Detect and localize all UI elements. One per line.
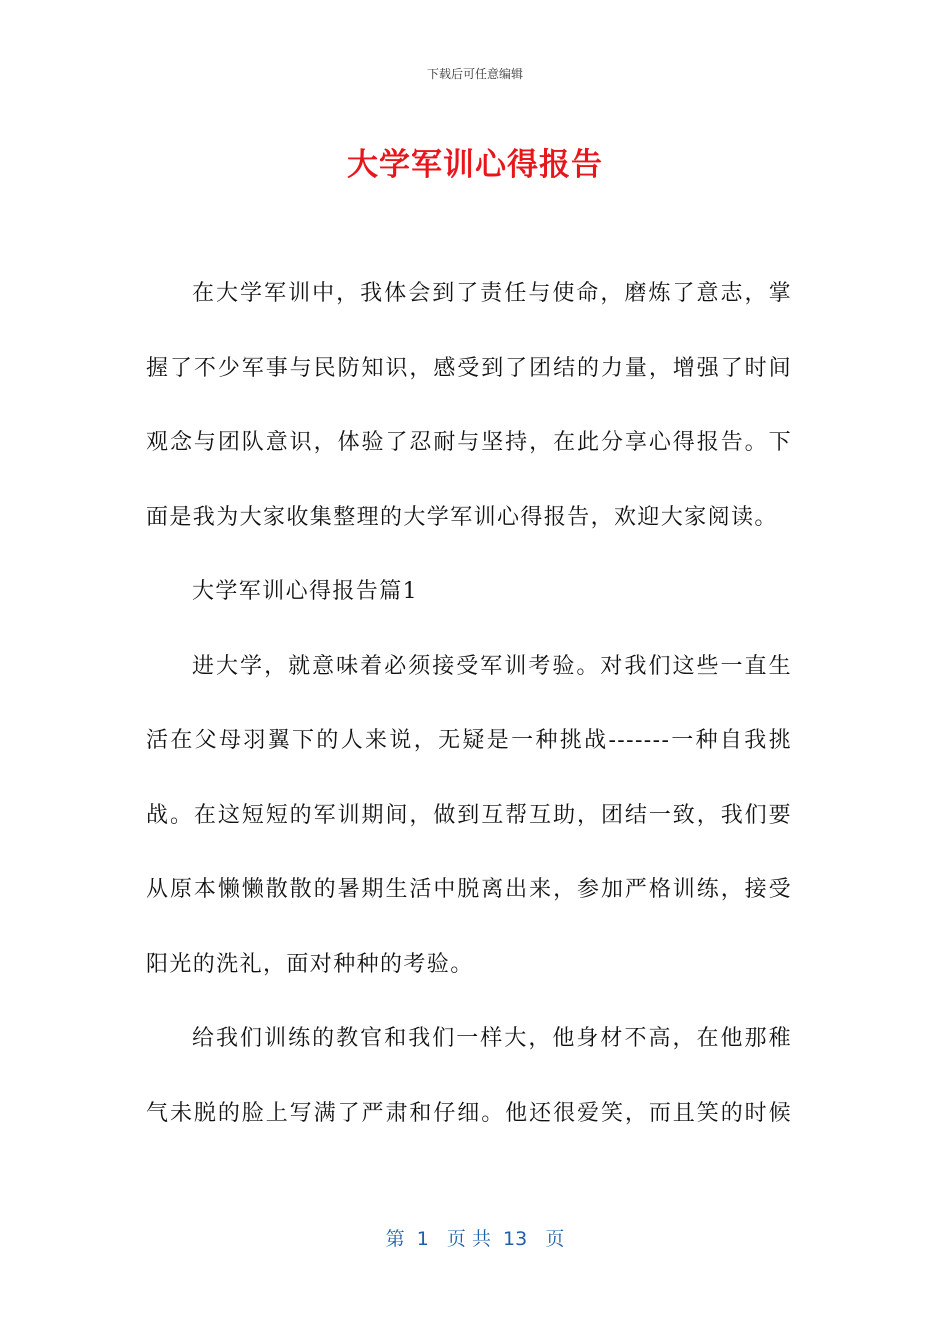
document-title: 大学军训心得报告 bbox=[347, 147, 603, 183]
body-paragraph-1: 进大学，就意味着必须接受军训考验。对我们这些一直生活在父母羽翼下的人来说，无疑是一种挑战-------一种自我挑战。在这短短的军训期间，做到互帮互助，团结一致，我们要从原本懒懒散散的暑期生活中脱离出来，参加严格训练，接受阳光的洗礼，面对种种的考验。 bbox=[146, 653, 792, 977]
document-body bbox=[146, 257, 792, 1151]
page-number-footer: 第 1 页 共 13 页 bbox=[385, 1228, 565, 1250]
intro-paragraph: 在大学军训中，我体会到了责任与使命，磨炼了意志，掌握了不少军事与民防知识，感受到了团结的力量，增强了时间观念与团队意识，体验了忍耐与坚持，在此分享心得报告。下面是我为大家收集整理的大学军训心得报告，欢迎大家阅读。 bbox=[146, 281, 792, 530]
page-header-note: 下载后可任意编辑 bbox=[426, 67, 523, 81]
body-paragraph-2: 给我们训练的教官和我们一样大，他身材不高，在他那稚气未脱的脸上写满了严肃和仔细。他还很爱笑，而且笑的时候 bbox=[146, 1026, 792, 1126]
section-heading: 大学军训心得报告篇1 bbox=[192, 579, 418, 604]
